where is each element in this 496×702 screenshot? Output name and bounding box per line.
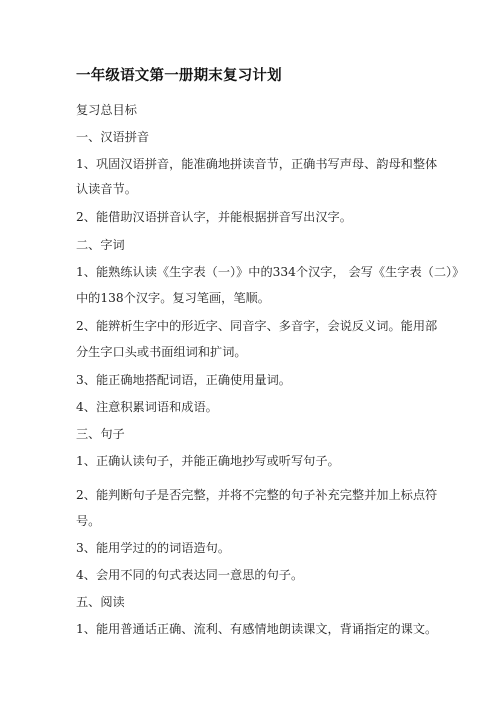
paragraph-line: 2、能辨析生字中的形近字、同音字、多音字，会说反义词。能用部 (76, 319, 438, 333)
paragraph-line: 分生字口头或书面组词和扩词。 (76, 345, 247, 359)
section-heading-goal: 复习总目标 (76, 103, 137, 117)
paragraph-line: 中的138个汉字。复习笔画，笔顺。 (76, 291, 270, 305)
section-heading-reading: 五、阅读 (76, 595, 125, 609)
document-title: 一年级语文第一册期末复习计划 (76, 68, 282, 84)
paragraph-line: 1、巩固汉语拼音，能准确地拼读音节，正确书写声母、韵母和整体 (76, 157, 438, 171)
section-heading-sentences: 三、句子 (76, 427, 125, 441)
paragraph-line: 1、能用普通话正确、流利、有感情地朗读课文，背诵指定的课文。 (76, 622, 438, 636)
paragraph-line: 4、会用不同的句式表达同一意思的句子。 (76, 568, 304, 582)
paragraph-line: 3、能用学过的的词语造句。 (76, 541, 231, 555)
paragraph-line: 认读音节。 (76, 182, 137, 196)
section-heading-words: 二、字词 (76, 238, 125, 252)
paragraph-line: 2、能判断句子是否完整，并将不完整的句子补充完整并加上标点符 (76, 488, 438, 502)
paragraph-line: 3、能正确地搭配词语，正确使用量词。 (76, 373, 291, 387)
paragraph-line: 1、能熟练认读《生字表（一）》中的334个汉字， 会写《生字表（二）》 (76, 265, 465, 279)
section-heading-pinyin: 一、汉语拼音 (76, 130, 150, 144)
paragraph-line: 1、正确认读句子，并能正确地抄写或听写句子。 (76, 454, 340, 468)
paragraph-line: 2、能借助汉语拼音认字，并能根据拼音写出汉字。 (76, 210, 352, 224)
paragraph-line: 号。 (76, 514, 101, 528)
paragraph-line: 4、注意积累词语和成语。 (76, 400, 218, 414)
